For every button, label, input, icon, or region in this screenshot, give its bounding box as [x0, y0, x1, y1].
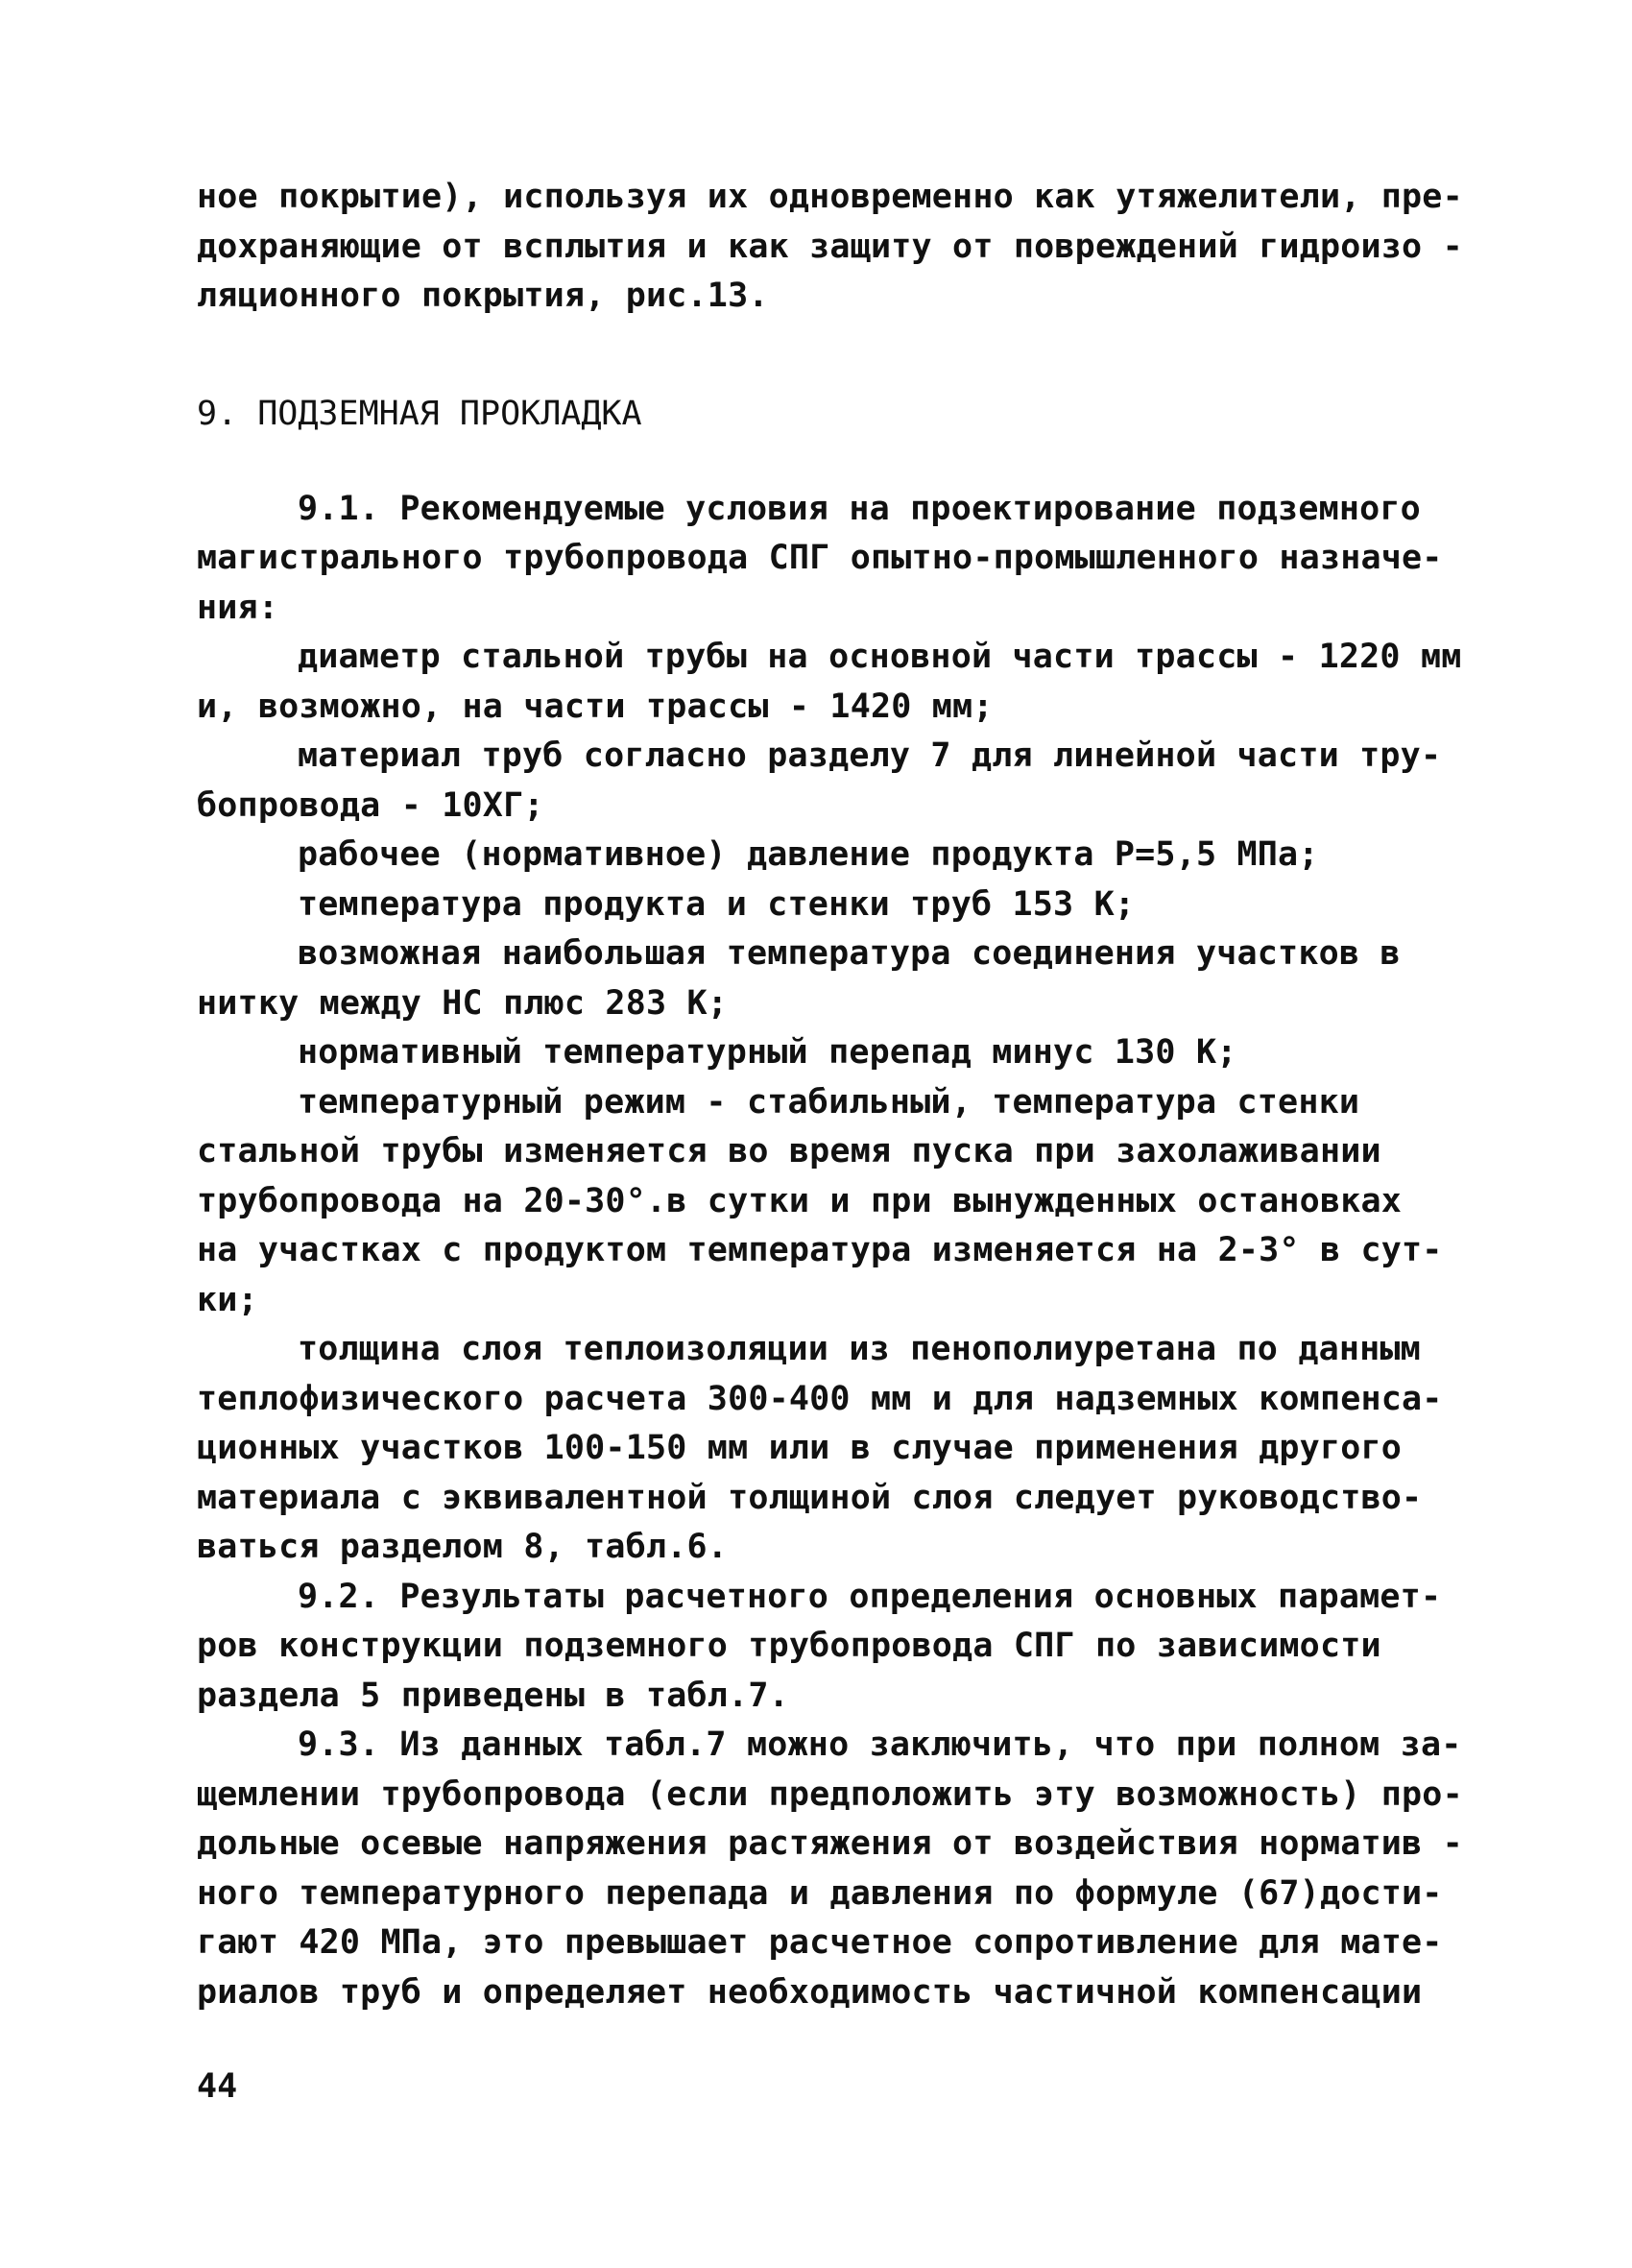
text-line: ционных участков 100-150 мм или в случае применения другого	[197, 1429, 1403, 1467]
page-number: 44	[197, 2067, 238, 2106]
text-line: 9.1. Рекомендуемые условия на проектирование подземного	[298, 489, 1421, 528]
text-line: и, возможно, на части трассы - 1420 мм;	[197, 687, 994, 726]
text-line: дохраняющие от всплытия и как защиту от повреждений гидроизо -	[197, 227, 1463, 266]
text-line: щемлении трубопровода (если предположить эту возможность) про-	[197, 1774, 1463, 1814]
document-page	[197, 173, 1464, 2017]
text-line: бопровода - 10ХГ;	[197, 785, 544, 825]
text-line: рабочее (нормативное) давление продукта Р=5,5 МПа;	[298, 835, 1319, 874]
text-line: толщина слоя теплоизоляции из пенополиуретана по данным	[298, 1330, 1421, 1368]
text-line: материал труб согласно разделу 7 для линейной части тру-	[298, 736, 1442, 775]
text-line: ров конструкции подземного трубопровода СПГ по зависимости	[197, 1627, 1381, 1665]
text-line: риалов труб и определяет необходимость частичной компенсации	[197, 1972, 1423, 2012]
text-line: 9.2. Результаты расчетного определения основных парамет-	[298, 1577, 1442, 1616]
text-line: материала с эквивалентной толщиной слоя следует руководство-	[197, 1478, 1423, 1517]
text-line: теплофизического расчета 300-400 мм и для надземных компенса-	[197, 1379, 1443, 1418]
intro-paragraph	[197, 173, 1464, 322]
text-line: раздела 5 приведены в табл.7.	[197, 1676, 789, 1715]
text-line: 9.3. Из данных табл.7 можно заключить, что при полном за-	[298, 1725, 1462, 1764]
text-line: ния:	[197, 588, 279, 627]
text-line: ного температурного перепада и давления по формуле (67)дости-	[197, 1873, 1443, 1913]
text-line: нитку между НС плюс 283 К;	[197, 983, 729, 1023]
text-line: диаметр стальной трубы на основной части трассы - 1220 мм	[298, 638, 1462, 676]
text-line: температура продукта и стенки труб 153 К;	[298, 884, 1136, 924]
text-line: ки;	[197, 1280, 258, 1319]
text-line: температурный режим - стабильный, температура стенки	[298, 1082, 1360, 1122]
text-line: ное покрытие), используя их одновременно как утяжелители, пре-	[197, 178, 1463, 216]
body-text	[197, 485, 1464, 2018]
text-line: нормативный температурный перепад минус 130 К;	[298, 1033, 1237, 1072]
text-line: гают 420 МПа, это превышает расчетное сопротивление для мате-	[197, 1923, 1443, 1962]
section-heading: 9. ПОДЗЕМНАЯ ПРОКЛАДКА	[197, 394, 642, 433]
text-line: магистрального трубопровода СПГ опытно-промышленного назначе-	[197, 539, 1443, 577]
text-line: ляционного покрытия, рис.13.	[197, 277, 769, 315]
text-line: возможная наибольшая температура соединения участков в	[298, 934, 1401, 973]
text-line: ваться разделом 8, табл.6.	[197, 1528, 729, 1566]
text-line: на участках с продуктом температура изменяется на 2-3° в сут-	[197, 1231, 1443, 1269]
text-line: дольные осевые напряжения растяжения от воздействия норматив -	[197, 1824, 1463, 1863]
text-line: трубопровода на 20-30°.в сутки и при вынужденных остановках	[197, 1181, 1403, 1220]
text-line: стальной трубы изменяется во время пуска при захолаживании	[197, 1132, 1381, 1170]
